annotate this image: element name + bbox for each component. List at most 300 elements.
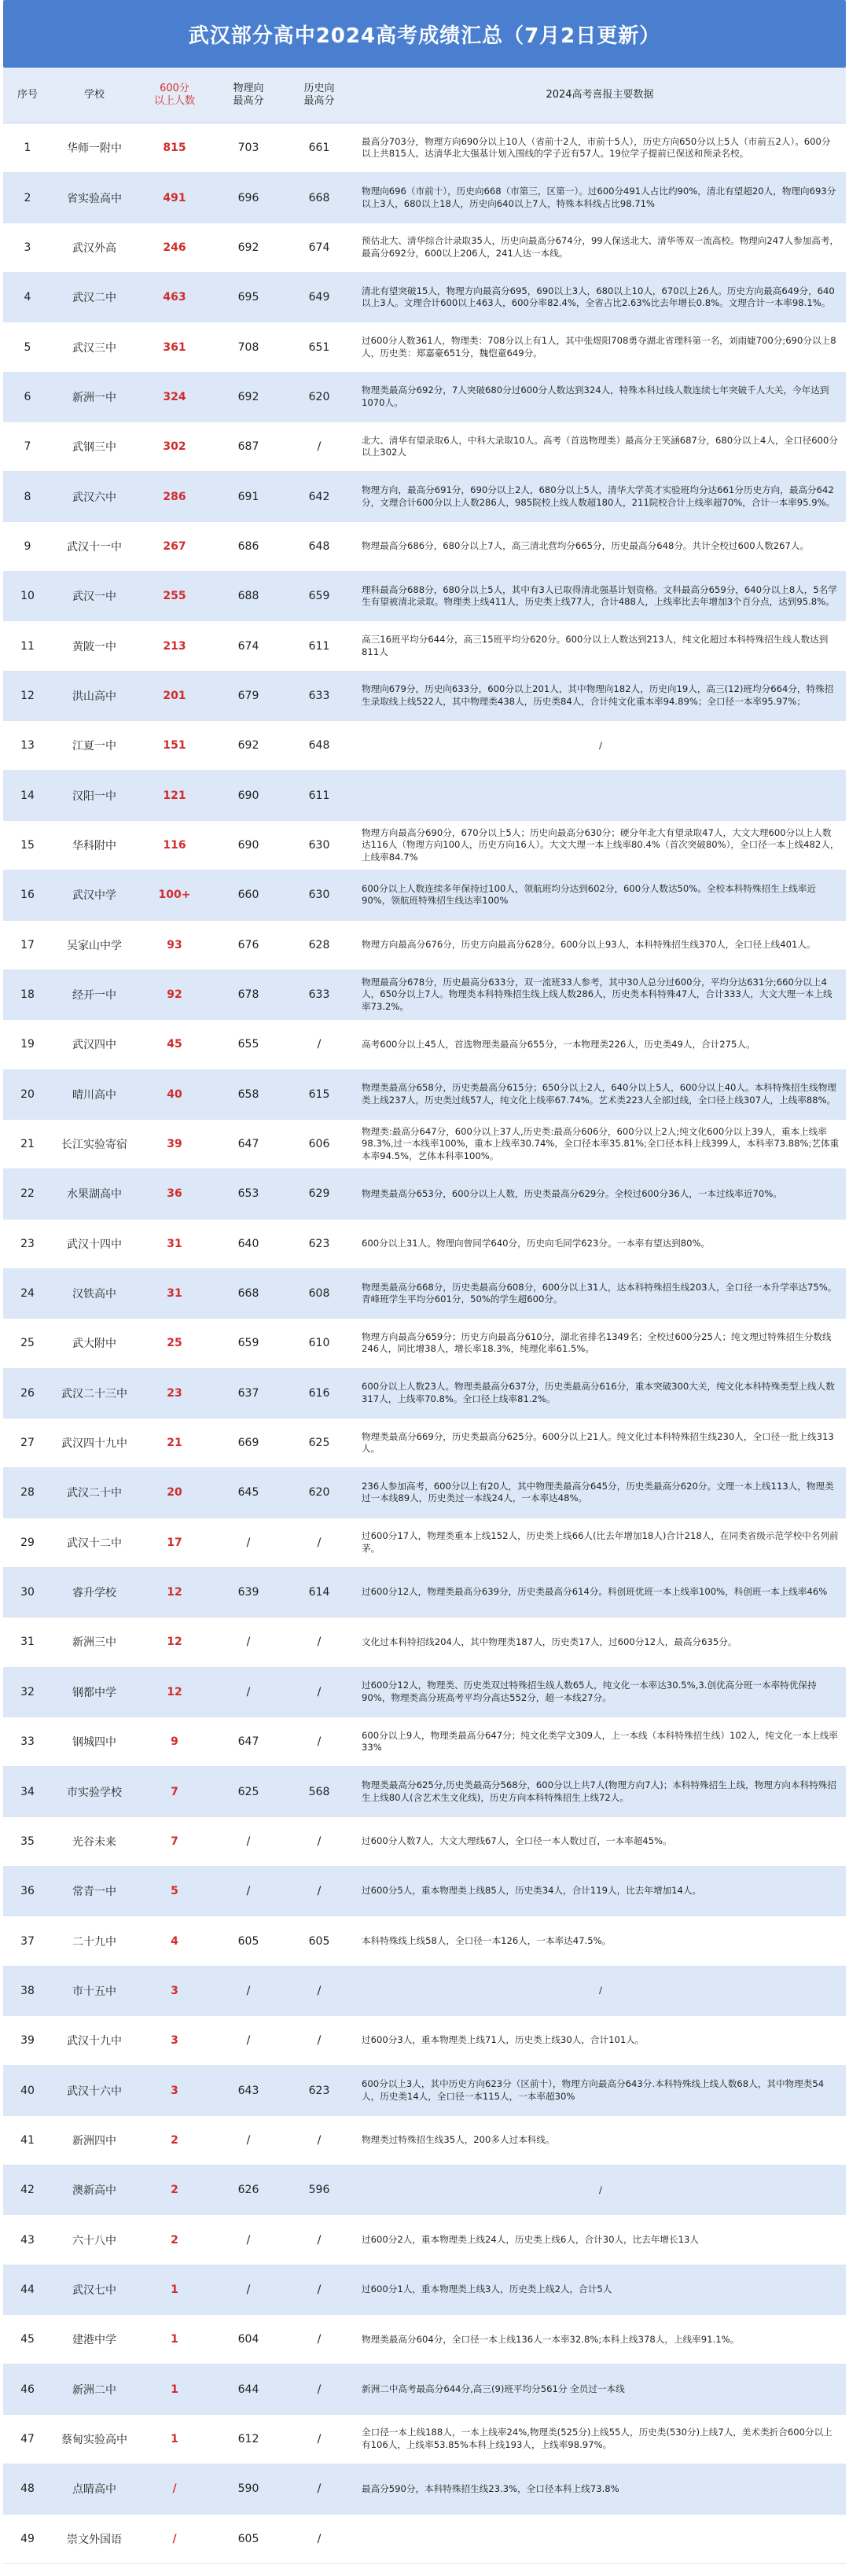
physics-max-score: 604	[237, 2333, 259, 2346]
history-max-score: /	[317, 1984, 322, 1997]
highlight-notes: 最高分703分，物理方向690分以上10人（省前十2人，市前十5人），历史方向650分以上5人（市前五2人）。600分以上共815人。达清华北大强基计划入围线的学子近有57人。19位学子提前已保送和预录名校。	[362, 135, 831, 160]
highlight-notes: 物理最高分678分，历史最高分633分，双一流班33人参考，其中30人总分过600分，平均分达631分;660分以上4人，650分以上7人。物理类本科特殊招生线上线人数286人，历史类本科特殊47人，合计333人，大文大理一本上线率73.2%。	[362, 976, 832, 1012]
table-row	[3, 1020, 846, 1069]
physics-max-score: /	[246, 2283, 251, 2296]
physics-max-score: 590	[237, 2482, 259, 2496]
physics-max-score: /	[246, 1685, 251, 1698]
history-max-score: 610	[308, 1337, 330, 1350]
history-max-score: /	[317, 1834, 322, 1848]
physics-max-score: 674	[237, 639, 259, 653]
history-max-score: 649	[308, 291, 330, 304]
school-name: 市十五中	[72, 1985, 116, 1998]
table-row	[3, 572, 846, 621]
history-max-score: 633	[308, 689, 330, 702]
table-row	[3, 273, 846, 322]
row-number: 44	[20, 2283, 35, 2296]
school-name: 光谷未来	[72, 1835, 116, 1849]
row-number: 9	[24, 539, 31, 553]
count-600: 40	[167, 1087, 182, 1101]
history-max-score: 628	[308, 938, 330, 951]
count-600: 45	[167, 1038, 182, 1051]
history-max-score: 623	[308, 2084, 330, 2097]
physics-max-score: /	[246, 1885, 251, 1898]
table-row	[3, 522, 846, 572]
table-row	[3, 422, 846, 472]
physics-max-score: 692	[237, 241, 259, 254]
count-600: 151	[163, 739, 186, 753]
physics-max-score: 708	[237, 340, 259, 354]
school-name: 新洲二中	[72, 2383, 116, 2397]
row-number: 40	[20, 2084, 35, 2097]
school-name: 武汉十一中	[67, 540, 122, 554]
highlight-notes: /	[599, 1985, 602, 1996]
row-number: 20	[20, 1087, 35, 1101]
physics-max-score: /	[246, 1636, 251, 1649]
table-header	[3, 68, 846, 123]
count-600: 463	[163, 291, 186, 304]
history-max-score: 625	[308, 1437, 330, 1450]
table-row	[3, 1568, 846, 1617]
highlight-notes: 理科最高分688分，680分以上5人，其中有3人已取得清北强基计划资格。文科最高分659分，640分以上8人，5名学生有望被清北录取。物理类上线411人，历史类上线77人，合计488人，上线率比去年增加3个百分点，达到95.8%。	[362, 583, 837, 608]
history-max-score: 668	[308, 191, 330, 204]
count-600: 121	[163, 789, 186, 802]
table-row	[3, 1967, 846, 2016]
school-name: 武汉三中	[72, 341, 116, 355]
school-name: 武汉外高	[72, 241, 116, 255]
row-number: 24	[20, 1287, 35, 1301]
row-number: 15	[20, 838, 35, 852]
table-row	[3, 1169, 846, 1219]
count-600: 93	[167, 938, 182, 951]
table-row	[3, 1867, 846, 1916]
count-600: 31	[167, 1237, 182, 1250]
school-name: 武汉二中	[72, 292, 116, 305]
school-name: 晴川高中	[72, 1088, 116, 1102]
row-number: 48	[20, 2482, 35, 2496]
count-600: 7	[171, 1834, 178, 1848]
row-number: 31	[20, 1636, 35, 1649]
row-number: 7	[24, 440, 31, 454]
count-600: 1	[171, 2383, 178, 2396]
table-row	[3, 322, 846, 372]
row-number: 16	[20, 889, 35, 902]
table-row	[3, 1817, 846, 1867]
table-row	[3, 2166, 846, 2215]
school-name: 崇文外国语	[67, 2533, 122, 2546]
physics-max-score: 692	[237, 739, 259, 753]
history-max-score: 648	[308, 539, 330, 553]
highlight-notes: 物理类最高分668分，历史类最高分608分，600分以上31人，达本科特殊招生线203人，全口径一本升学率达75%。青峰班学生平均分601分，50%的学生超600分。	[362, 1281, 837, 1305]
highlight-notes: 预估北大、清华综合计录取35人，历史向最高分674分，99人保送北大、清华等双一流高校。物理向247人参加高考，最高分692分，600以上206人，241人达一本线。	[362, 235, 840, 259]
physics-max-score: 637	[237, 1386, 259, 1400]
physics-max-score: 692	[237, 390, 259, 403]
school-name: 黄陂一中	[72, 640, 116, 653]
physics-max-score: /	[246, 1984, 251, 1997]
count-600: 7	[171, 1785, 178, 1798]
physics-max-score: 703	[237, 142, 259, 155]
physics-max-score: 660	[237, 889, 259, 902]
physics-max-score: 659	[237, 1337, 259, 1350]
history-max-score: 606	[308, 1138, 330, 1151]
table-row	[3, 2265, 846, 2315]
row-number: 5	[24, 340, 31, 354]
highlight-notes	[354, 771, 846, 819]
history-max-score: 611	[308, 789, 330, 802]
history-max-score: 659	[308, 590, 330, 603]
history-max-score: /	[317, 1038, 322, 1051]
school-name: 吴家山中学	[67, 939, 122, 952]
school-name: 常青一中	[72, 1886, 116, 1899]
school-name: 武汉十四中	[67, 1238, 122, 1251]
physics-max-score: 678	[237, 988, 259, 1002]
physics-max-score: 647	[237, 1138, 259, 1151]
school-name: 武大附中	[72, 1338, 116, 1351]
header-count600: 600分 以上人数	[153, 83, 195, 107]
school-name: 武汉四中	[72, 1039, 116, 1052]
history-max-score: /	[317, 1735, 322, 1749]
row-number: 29	[20, 1536, 35, 1549]
school-name: 武汉十二中	[67, 1536, 122, 1550]
table-row	[3, 2016, 846, 2066]
count-600: 201	[163, 689, 186, 702]
history-max-score: /	[317, 1536, 322, 1549]
history-max-score: 596	[308, 2184, 330, 2197]
page	[3, 0, 846, 2564]
row-number: 34	[20, 1785, 35, 1798]
highlight-notes: 过600分12人，物理类最高分639分，历史类最高分614分。科创班优班一本上线率100%，科创班一本上线率46%	[362, 1586, 828, 1598]
highlight-notes: 最高分590分，本科特殊招生线23.3%，全口径本科上线73.8%	[362, 2482, 619, 2494]
history-max-score: 674	[308, 241, 330, 254]
highlight-notes: 物理类最高分692分，7人突破680分过600分人数达到324人，特殊本科过线人数连续七年突破千人大关，今年达到1070人。	[362, 385, 829, 408]
highlight-notes: 600分以上9人，物理类最高分647分；纯文化类学文309人，上一本线（本科特殊招生线）102人，纯文化一本上线率33%	[362, 1729, 839, 1754]
physics-max-score: 690	[237, 789, 259, 802]
table-body	[3, 123, 846, 2564]
history-max-score: 614	[308, 1586, 330, 1599]
row-number: 39	[20, 2034, 35, 2048]
highlight-notes: 过600分2人，重本物理类上线24人，历史类上线6人，合计30人，比去年增长13人	[362, 2233, 699, 2245]
header-school: 学校	[83, 89, 105, 101]
row-number: 30	[20, 1586, 35, 1599]
table-row	[3, 821, 846, 870]
row-number: 10	[20, 590, 35, 603]
history-max-score: 605	[308, 1934, 330, 1948]
table-row	[3, 921, 846, 970]
row-number: 4	[24, 291, 31, 304]
count-600: 324	[163, 390, 186, 403]
school-name: 蔡甸实验高中	[61, 2433, 127, 2446]
table-row	[3, 2464, 846, 2514]
row-number: 19	[20, 1038, 35, 1051]
table-row	[3, 1369, 846, 1419]
row-number: 3	[24, 241, 31, 254]
row-number: 25	[20, 1337, 35, 1350]
table-row	[3, 2215, 846, 2265]
count-600: 213	[163, 639, 186, 653]
row-number: 17	[20, 938, 35, 951]
count-600: 1	[171, 2283, 178, 2296]
count-600: 3	[171, 2084, 178, 2097]
count-600: 255	[163, 590, 186, 603]
school-name: 华科附中	[72, 839, 116, 852]
highlight-notes: 过600分5人，重本物理类上线85人，历史类34人，合计119人，比去年增加14人。	[362, 1885, 702, 1897]
table-row	[3, 721, 846, 771]
highlight-notes: 物理类最高分669分，历史类最高分625分。600分以上21人。纯文化过本科特殊招生线230人，全口径一批上线313人。	[362, 1430, 834, 1455]
highlight-notes: 文化过本科特招线204人，其中物理类187人，历史类17人，过600分12人，最高分635分。	[362, 1636, 737, 1647]
highlight-notes: 北大、清华有望录取6人，中科大录取10人。高考（首选物理类）最高分王笑涵687分，680分以上4人，全口径600分以上302人	[362, 434, 839, 458]
highlight-notes: 物理方向最高分659分；历史方向最高分610分，湖北省排名1349名；全校过600分25人；纯文理过特殊招生分数线246人，同比增38人，增长率18.3%，纯理化率61.5%。	[362, 1330, 832, 1355]
row-number: 49	[20, 2532, 35, 2545]
row-number: 14	[20, 789, 35, 802]
school-name: 水果湖高中	[67, 1188, 122, 1202]
count-600: 2	[171, 2233, 178, 2247]
highlight-notes: /	[599, 2184, 602, 2195]
table-row	[3, 970, 846, 1020]
history-max-score: 648	[308, 739, 330, 753]
count-600: 92	[167, 988, 182, 1002]
highlight-notes: 过600分3人，重本物理类上线71人，历史类上线30人，合计101人。	[362, 2034, 645, 2046]
count-600: /	[172, 2482, 177, 2496]
history-max-score: /	[317, 2133, 322, 2147]
table-row	[3, 1617, 846, 1667]
highlight-notes: 过600分12人，物理类、历史类双过特殊招生线人数65人，纯文化一本率达30.5%,3.创优高分班一本率特优保持90%，物理类高分班高考平均分高达552分，超一本线27分。	[362, 1680, 817, 1703]
table-row	[3, 2315, 846, 2364]
history-max-score: /	[317, 2333, 322, 2346]
school-name: 江夏一中	[72, 740, 116, 753]
highlight-notes: 物理向696（市前十），历史向668（市第三，区第一）。过600分491人占比约90%，清北有望超20人，物理向693分以上3人，680以上18人，历史向640以上7人，特殊本科线占比98.71%	[362, 186, 836, 209]
row-number: 26	[20, 1386, 35, 1400]
physics-max-score: 676	[237, 938, 259, 951]
school-name: 市实验学校	[67, 1786, 122, 1799]
physics-max-score: 644	[237, 2383, 259, 2396]
count-600: 23	[167, 1386, 182, 1400]
table-row	[3, 472, 846, 521]
history-max-score: /	[317, 440, 322, 454]
highlight-notes: 新洲二中高考最高分644分,高三(9)班平均分561分 全员过一本线	[362, 2383, 625, 2394]
count-600: 12	[167, 1636, 182, 1649]
highlight-notes: 物理类最高分625分,历史类最高分568分，600分以上共7人(物理方向7人)；本科特殊招生上线，物理方向本科特殊招生上线80人(含艺术生文化线)，历史方向本科特殊招生上线72人。	[362, 1779, 836, 1803]
highlight-notes: /	[599, 739, 602, 751]
table-row	[3, 870, 846, 920]
row-number: 12	[20, 689, 35, 702]
school-name: 武汉二十中	[67, 1487, 122, 1500]
physics-max-score: 695	[237, 291, 259, 304]
school-name: 汉阳一中	[72, 789, 116, 803]
table-row	[3, 2515, 846, 2564]
school-name: 新洲四中	[72, 2134, 116, 2147]
count-600: 39	[167, 1138, 182, 1151]
table-row	[3, 621, 846, 671]
physics-max-score: 645	[237, 1486, 259, 1500]
header-physics-max: 物理向 最高分	[233, 83, 264, 107]
school-name: 汉铁高中	[72, 1288, 116, 1301]
highlight-notes: 物理最高分686分，680分以上7人，高三清北营均分665分，历史最高分648分。共计全校过600人数267人。	[362, 540, 810, 552]
highlight-notes: 高三16班平均分644分，高三15班平均分620分。600分以上人数达到213人，纯文化超过本科特殊招生线人数达到811人	[362, 634, 829, 657]
physics-max-score: 605	[237, 2532, 259, 2545]
row-number: 2	[24, 191, 31, 204]
school-name: 钢城四中	[72, 1736, 116, 1750]
school-name: 华师一附中	[67, 142, 122, 156]
count-600: 286	[163, 490, 186, 503]
physics-max-score: 668	[237, 1287, 259, 1301]
school-name: 点睛高中	[72, 2483, 116, 2497]
school-name: 新洲一中	[72, 391, 116, 404]
history-max-score: /	[317, 2532, 322, 2545]
highlight-notes: 物理向679分，历史向633分，600分以上201人，其中物理向182人，历史向19人，高三(12)班均分664分，特殊招生录取线上线522人，其中物理类438人，历史类84人，合计纯文化重本率94.89%；全口径一本率95.97%；	[362, 683, 834, 707]
physics-max-score: 669	[237, 1437, 259, 1450]
row-number: 13	[20, 739, 35, 753]
history-max-score: 642	[308, 490, 330, 503]
row-number: 33	[20, 1735, 35, 1749]
count-600: 9	[171, 1735, 178, 1749]
school-name: 澳新高中	[72, 2184, 116, 2198]
table-row	[3, 373, 846, 422]
physics-max-score: 655	[237, 1038, 259, 1051]
highlight-notes: 物理类过特殊招生线35人，200多人过本科线。	[362, 2134, 555, 2146]
count-600: 491	[163, 191, 186, 204]
physics-max-score: 688	[237, 590, 259, 603]
table-row	[3, 1419, 846, 1468]
highlight-notes: 物理类最高分653分，600分以上人数，历史类最高分629分。全校过600分36人，一本过线率近70%。	[362, 1187, 782, 1199]
history-max-score: /	[317, 2383, 322, 2396]
physics-max-score: 625	[237, 1785, 259, 1798]
physics-max-score: 605	[237, 1934, 259, 1948]
count-600: 246	[163, 241, 186, 254]
table-row	[3, 1518, 846, 1568]
table-row	[3, 173, 846, 223]
count-600: 5	[171, 1885, 178, 1898]
highlight-notes: 高考600分以上45人，首选物理类最高分655分，一本物理类226人，历史类49人，合计275人。	[362, 1038, 755, 1050]
history-max-score: /	[317, 2283, 322, 2296]
table-row	[3, 672, 846, 721]
history-max-score: 568	[308, 1785, 330, 1798]
highlight-notes: 600分以上3人，其中历史方向623分（区前十），物理方向最高分643分.本科特殊线上线人数68人，其中物理类54人，历史类14人，全口径一本115人，一本率超30%	[362, 2078, 825, 2102]
table-row	[3, 1767, 846, 1816]
history-max-score: /	[317, 2034, 322, 2048]
highlight-notes: 过600分17人，物理类重本上线152人，历史类上线66人(比去年增加18人)合计218人，在同类省级示范学校中名列前茅。	[362, 1530, 839, 1554]
row-number: 45	[20, 2333, 35, 2346]
table-row	[3, 1916, 846, 1966]
highlight-notes: 过600分人数7人，大文大理线67人，全口径一本人数过百，一本率超45%。	[362, 1835, 672, 1847]
table-row	[3, 2116, 846, 2166]
row-number: 38	[20, 1984, 35, 1997]
count-600: 3	[171, 1984, 178, 1997]
physics-max-score: 612	[237, 2432, 259, 2445]
table-row	[3, 1220, 846, 1269]
school-name: 睿升学校	[72, 1587, 116, 1600]
physics-max-score: /	[246, 1834, 251, 1848]
school-name: 武汉二十三中	[61, 1387, 127, 1400]
history-max-score: 629	[308, 1187, 330, 1201]
physics-max-score: 686	[237, 539, 259, 553]
highlight-notes: 物理类最高分658分，历史类最高分615分；650分以上2人，640分以上5人，600分以上40人。本科特殊招生线物理类上线237人，历史类过线57人，纯文化上线率67.74%。艺术类223人全部过线，全口径上线307人，上线率88%。	[362, 1082, 836, 1106]
row-number: 47	[20, 2432, 35, 2445]
table-row	[3, 1120, 846, 1169]
count-600: 12	[167, 1685, 182, 1698]
count-600: 21	[167, 1437, 182, 1450]
page-title: 武汉部分高中2024高考成绩汇总（7月2日更新）	[3, 0, 846, 68]
school-name: 六十八中	[72, 2234, 116, 2247]
highlight-notes: 本科特殊线上线58人，全口径一本126人，一本率达47.5%。	[362, 1934, 612, 1946]
history-max-score: /	[317, 1885, 322, 1898]
highlight-notes: 全口径一本上线188人，一本上线率24%,物理类(525分)上线55人，历史类(530分)上线7人，美术类折合600分以上有106人，上线率53.85%本科上线193人，上线率98.97%。	[362, 2427, 832, 2450]
highlight-notes: 600分以上人数连续多年保持过100人，领航班均分达到602分，600分人数达50%。全校本科特殊招生上线率近90%，领航班特殊招生线达率100%	[362, 882, 817, 907]
count-600: 1	[171, 2432, 178, 2445]
count-600: 25	[167, 1337, 182, 1350]
count-600: /	[172, 2532, 177, 2545]
highlight-notes: 物理方向最高分690分，670分以上5人；历史向最高分630分；硬分年北大有望录取47人，大文大理600分以上人数达116人（物理方向100人，历史方向16人）。大文大理一本上线率80.4%（首次突破80%），全口径一本上线482人，上线率84.7%	[362, 826, 840, 863]
physics-max-score: 647	[237, 1735, 259, 1749]
history-max-score: 615	[308, 1087, 330, 1101]
row-number: 18	[20, 988, 35, 1002]
count-600: 302	[163, 440, 186, 454]
count-600: 12	[167, 1586, 182, 1599]
table-row	[3, 2415, 846, 2464]
count-600: 361	[163, 340, 186, 354]
physics-max-score: 640	[237, 1237, 259, 1250]
history-max-score: 651	[308, 340, 330, 354]
history-max-score: /	[317, 2482, 322, 2496]
physics-max-score: 626	[237, 2184, 259, 2197]
count-600: 815	[163, 142, 186, 155]
count-600: 3	[171, 2034, 178, 2048]
row-number: 1	[24, 142, 31, 155]
header-no: 序号	[17, 89, 38, 101]
row-number: 43	[20, 2233, 35, 2247]
history-max-score: 630	[308, 889, 330, 902]
table-row	[3, 123, 846, 173]
table-row	[3, 1319, 846, 1368]
highlight-notes: 物理类:最高分647分，600分以上37人,历史类:最高分606分，600分以上2人;纯文化600分以上39人，重本上线率98.3%,过一本线率100%，重本上线率30.74%，全口径本率35.81%;全口径本科上线399人，本科率73.88%;艺体重本率94.5%，艺体本科率100%。	[362, 1125, 840, 1161]
physics-max-score: /	[246, 2233, 251, 2247]
count-600: 1	[171, 2333, 178, 2346]
table-row	[3, 771, 846, 820]
table-row	[3, 1468, 846, 1518]
physics-max-score: /	[246, 1536, 251, 1549]
history-max-score: 616	[308, 1386, 330, 1400]
school-name: 武汉七中	[72, 2283, 116, 2297]
history-max-score: /	[317, 2233, 322, 2247]
count-600: 2	[171, 2184, 178, 2197]
physics-max-score: 696	[237, 191, 259, 204]
school-name: 长江实验寄宿	[61, 1139, 127, 1152]
row-number: 11	[20, 639, 35, 653]
school-name: 二十九中	[72, 1935, 116, 1949]
count-600: 20	[167, 1486, 182, 1500]
history-max-score: 620	[308, 390, 330, 403]
school-name: 武汉四十九中	[61, 1437, 127, 1451]
table-row	[3, 2364, 846, 2414]
header-notes: 2024高考喜报主要数据	[546, 89, 654, 101]
history-max-score: 661	[308, 142, 330, 155]
highlight-notes	[354, 2515, 846, 2563]
physics-max-score: 643	[237, 2084, 259, 2097]
row-number: 23	[20, 1237, 35, 1250]
physics-max-score: 691	[237, 490, 259, 503]
row-number: 27	[20, 1437, 35, 1450]
school-name: 洪山高中	[72, 690, 116, 703]
count-600: 4	[171, 1934, 178, 1948]
physics-max-score: /	[246, 2133, 251, 2147]
highlight-notes: 清北有望突破15人，物理方向最高分695，690以上3人，680以上10人，670以上26人。历史方向最高649分，640以上3人。文理合计600以上463人，600分率82.4%，全省占比2.63%比去年增长0.8%。文理合计一本率98.1%。	[362, 285, 835, 309]
row-number: 41	[20, 2133, 35, 2147]
table-row	[3, 1668, 846, 1717]
school-name: 武汉中学	[72, 889, 116, 903]
school-name: 钢都中学	[72, 1686, 116, 1699]
count-600: 36	[167, 1187, 182, 1201]
physics-max-score: 653	[237, 1187, 259, 1201]
school-name: 新洲三中	[72, 1636, 116, 1650]
count-600: 31	[167, 1287, 182, 1301]
